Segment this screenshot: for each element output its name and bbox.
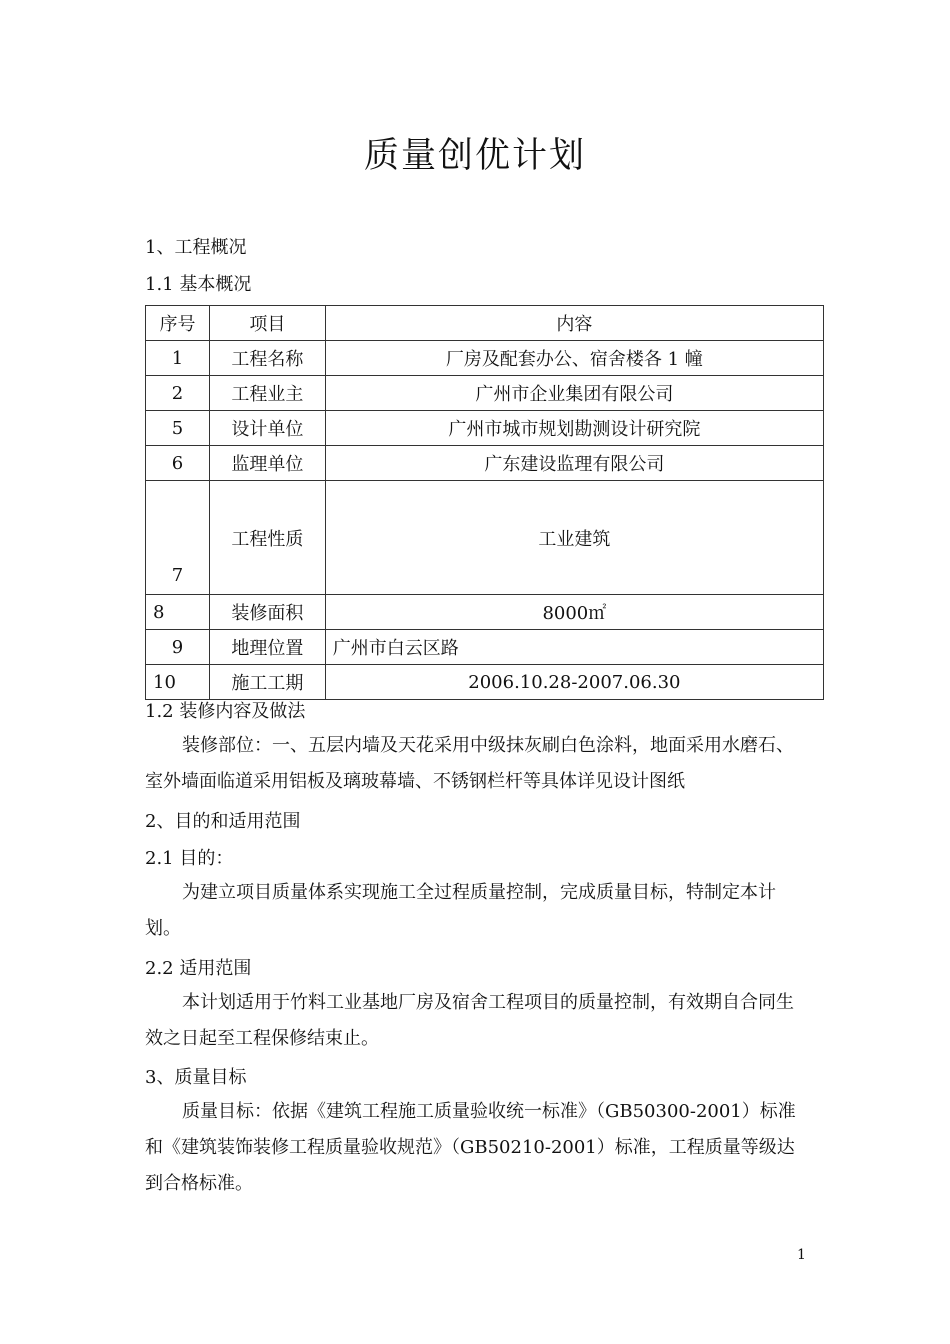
section-2-1-paragraph: 为建立项目质量体系实现施工全过程质量控制，完成质量目标，特制定本计划。 xyxy=(145,882,776,939)
table-row xyxy=(146,481,824,595)
row-item: 设计单位 xyxy=(209,411,325,446)
row-seq: 1 xyxy=(146,341,210,376)
section-2-heading: 2、目的和适用范围 xyxy=(145,811,301,832)
row-content: 广东建设监理有限公司 xyxy=(325,446,823,481)
table-row xyxy=(146,376,824,411)
row-seq: 2 xyxy=(146,376,210,411)
row-content: 2006.10.28-2007.06.30 xyxy=(325,665,823,700)
row-content: 厂房及配套办公、宿舍楼各 1 幢 xyxy=(325,341,823,376)
table-row xyxy=(146,411,824,446)
header-content: 内容 xyxy=(325,306,823,341)
section-3-paragraph: 质量目标：依据《建筑工程施工质量验收统一标准》（GB50300-2001）标准和《建筑装饰装修工程质量验收规范》（GB50210-2001）标准，工程质量等级达到合格标准。 xyxy=(145,1101,796,1194)
header-seq: 序号 xyxy=(146,306,210,341)
row-content: 广州市企业集团有限公司 xyxy=(325,376,823,411)
row-seq: 7 xyxy=(146,481,210,595)
row-item: 施工工期 xyxy=(209,665,325,700)
row-item: 工程名称 xyxy=(209,341,325,376)
table-row xyxy=(146,446,824,481)
row-content: 广州市白云区路 xyxy=(325,630,823,665)
row-seq: 5 xyxy=(146,411,210,446)
section-1-heading: 1、工程概况 xyxy=(145,237,247,258)
row-item: 装修面积 xyxy=(209,595,325,630)
section-1-2-heading: 1.2 装修内容及做法 xyxy=(145,701,306,722)
table-row xyxy=(146,595,824,630)
row-seq: 10 xyxy=(146,665,210,700)
row-seq: 9 xyxy=(146,630,210,665)
table-header-row xyxy=(146,306,824,341)
table-row xyxy=(146,630,824,665)
section-3-heading: 3、质量目标 xyxy=(145,1067,247,1088)
table-row xyxy=(146,665,824,700)
row-content: 8000㎡ xyxy=(325,595,823,630)
row-seq: 6 xyxy=(146,446,210,481)
row-content: 广州市城市规划勘测设计研究院 xyxy=(325,411,823,446)
section-2-2-heading: 2.2 适用范围 xyxy=(145,958,252,979)
row-item: 监理单位 xyxy=(209,446,325,481)
section-1-1-heading: 1.1 基本概况 xyxy=(145,274,252,295)
row-item: 工程性质 xyxy=(209,481,325,595)
section-2-2-paragraph: 本计划适用于竹料工业基地厂房及宿舍工程项目的质量控制，有效期自合同生效之日起至工程保修结束止。 xyxy=(145,992,794,1049)
row-item: 工程业主 xyxy=(209,376,325,411)
page-number: 1 xyxy=(797,1247,806,1263)
project-overview-table xyxy=(145,305,824,700)
table-row xyxy=(146,341,824,376)
row-seq: 8 xyxy=(146,595,210,630)
document-title: 质量创优计划 xyxy=(363,136,586,176)
section-1-2-paragraph: 装修部位：一、五层内墙及天花采用中级抹灰刷白色涂料，地面采用水磨石、室外墙面临道采用铝板及璃玻幕墙、不锈钢栏杆等具体详见设计图纸 xyxy=(145,735,794,792)
section-2-1-heading: 2.1 目的： xyxy=(145,848,234,869)
row-content: 工业建筑 xyxy=(325,481,823,595)
row-item: 地理位置 xyxy=(209,630,325,665)
header-item: 项目 xyxy=(209,306,325,341)
